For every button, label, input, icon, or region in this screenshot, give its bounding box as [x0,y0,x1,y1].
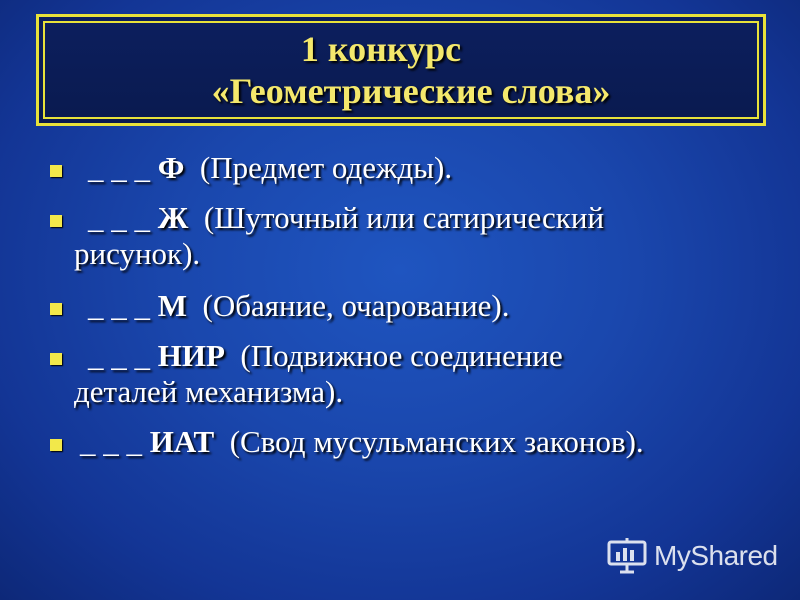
blank-letters: _ _ _ [88,200,150,235]
square-bullet-icon [50,165,62,177]
list-item [48,338,748,410]
clue-text: (Предмет одежды). [199,150,453,185]
given-letters: НИР [157,338,225,373]
bullet-list [48,150,748,460]
square-bullet-icon [50,215,62,227]
blank-letters: _ _ _ [88,288,150,323]
list-item [48,288,748,324]
clue-text: (Подвижное соединение [240,338,563,373]
list-item [48,200,748,272]
clue-text-continuation: деталей механизма). [74,374,344,409]
title-box [36,14,766,126]
given-letters: М [157,288,188,323]
list-item [48,424,748,460]
clue-text-continuation: рисунок). [74,236,201,271]
given-letters: Ф [157,150,185,185]
list-item [48,150,748,186]
watermark-text: MyShared [654,540,778,571]
given-letters: ИАТ [149,424,215,459]
square-bullet-icon [50,439,62,451]
square-bullet-icon [50,303,62,315]
clue-text: (Обаяние, очарование). [202,288,510,323]
square-bullet-icon [50,353,62,365]
title-line-2: «Геометрические слова» [211,71,611,111]
clue-text: (Свод мусульманских законов). [229,424,644,459]
clue-text: (Шуточный или сатирический [203,200,605,235]
blank-letters: _ _ _ [88,338,150,373]
blank-letters: _ _ _ [88,150,150,185]
blank-letters: _ _ _ [80,424,142,459]
title-line-1: 1 конкурс [300,29,462,69]
given-letters: Ж [157,200,189,235]
myshared-watermark [606,536,782,576]
presentation-board-icon [606,538,648,574]
